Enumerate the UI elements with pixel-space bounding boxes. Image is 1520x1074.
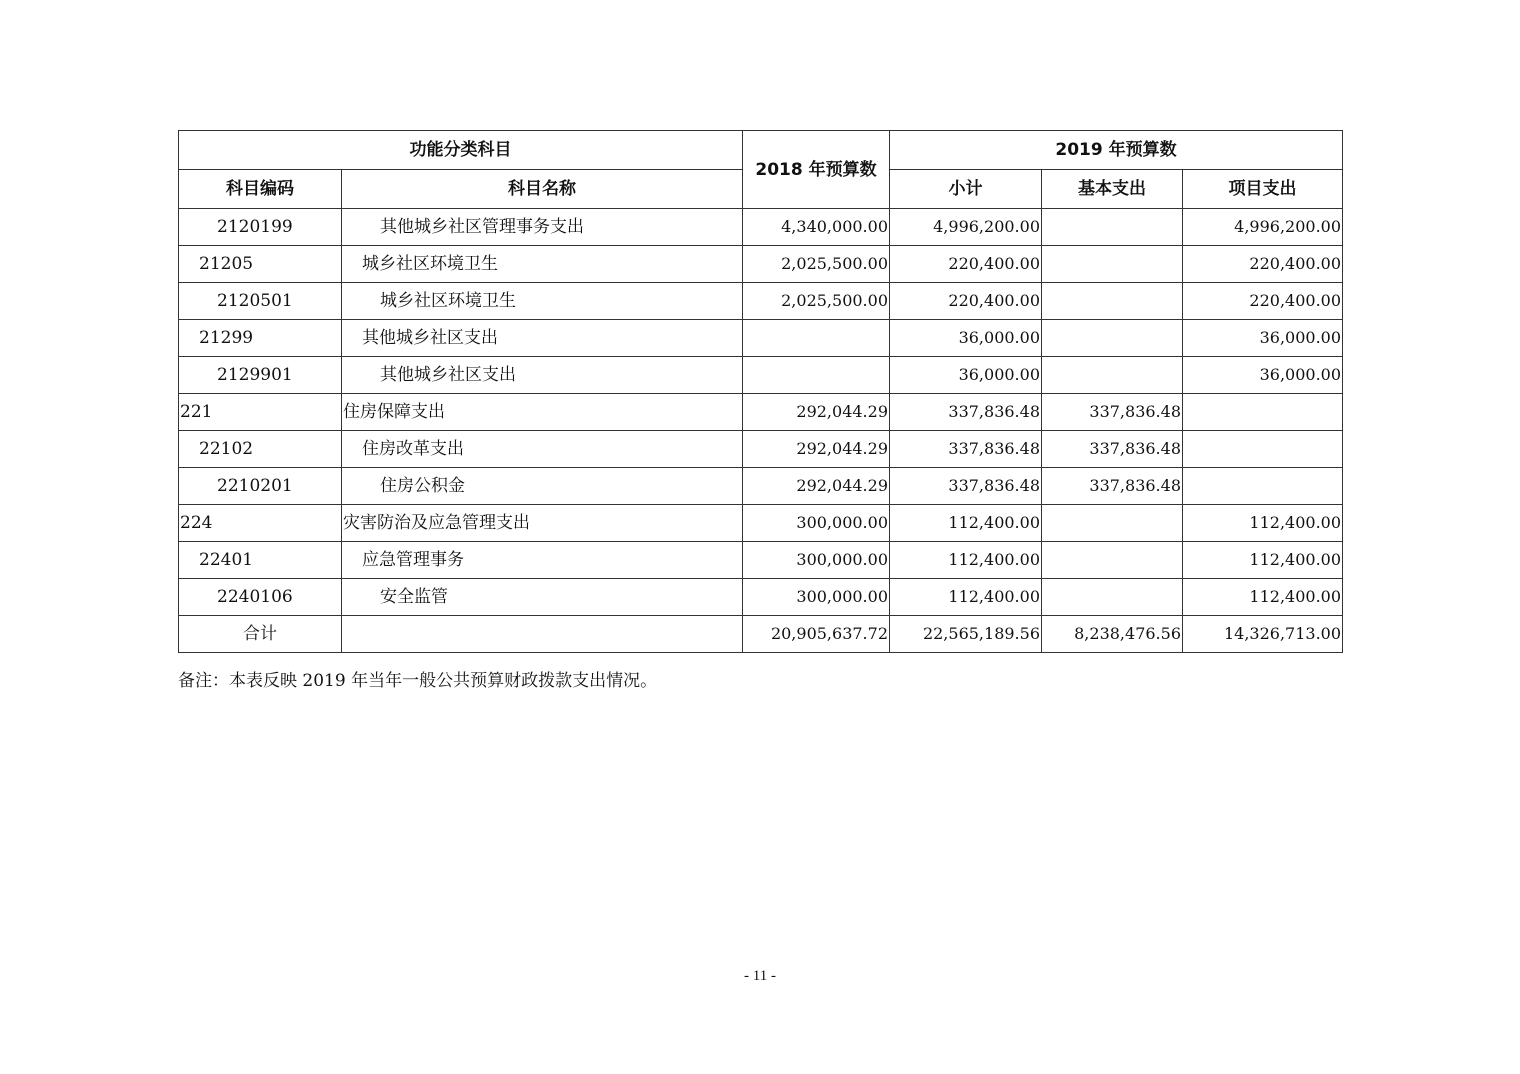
cell-basic <box>1042 209 1183 246</box>
cell-name: 城乡社区环境卫生 <box>342 246 743 283</box>
cell-name: 安全监管 <box>342 579 743 616</box>
cell-subtotal: 112,400.00 <box>890 542 1042 579</box>
cell-subtotal: 337,836.48 <box>890 468 1042 505</box>
table-row <box>179 505 1343 542</box>
total-name <box>342 616 743 653</box>
cell-project: 112,400.00 <box>1183 542 1343 579</box>
header-row-top <box>179 131 1343 170</box>
cell-basic <box>1042 542 1183 579</box>
cell-budget-2018: 4,340,000.00 <box>743 209 890 246</box>
table-row <box>179 468 1343 505</box>
header-functional-category: 功能分类科目 <box>179 131 743 170</box>
total-label: 合计 <box>179 616 342 653</box>
total-row <box>179 616 1343 653</box>
cell-project <box>1183 394 1343 431</box>
table-row <box>179 579 1343 616</box>
cell-budget-2018 <box>743 320 890 357</box>
cell-name: 住房公积金 <box>342 468 743 505</box>
table-body <box>179 209 1343 616</box>
cell-code: 2210201 <box>179 468 342 505</box>
cell-budget-2018: 2,025,500.00 <box>743 283 890 320</box>
header-budget-2019: 2019 年预算数 <box>890 131 1343 170</box>
cell-subtotal: 220,400.00 <box>890 283 1042 320</box>
cell-subtotal: 337,836.48 <box>890 394 1042 431</box>
total-basic: 8,238,476.56 <box>1042 616 1183 653</box>
cell-subtotal: 112,400.00 <box>890 579 1042 616</box>
cell-code: 2129901 <box>179 357 342 394</box>
cell-subtotal: 36,000.00 <box>890 357 1042 394</box>
cell-budget-2018: 292,044.29 <box>743 468 890 505</box>
total-project: 14,326,713.00 <box>1183 616 1343 653</box>
cell-subtotal: 36,000.00 <box>890 320 1042 357</box>
cell-project <box>1183 431 1343 468</box>
header-code: 科目编码 <box>179 170 342 209</box>
cell-project: 36,000.00 <box>1183 357 1343 394</box>
cell-budget-2018: 2,025,500.00 <box>743 246 890 283</box>
table-header <box>179 131 1343 209</box>
page-number: - 11 - <box>744 968 776 984</box>
cell-subtotal: 220,400.00 <box>890 246 1042 283</box>
cell-name: 应急管理事务 <box>342 542 743 579</box>
cell-budget-2018: 300,000.00 <box>743 542 890 579</box>
cell-budget-2018 <box>743 357 890 394</box>
header-project: 项目支出 <box>1183 170 1343 209</box>
cell-basic <box>1042 579 1183 616</box>
table-row <box>179 246 1343 283</box>
cell-subtotal: 4,996,200.00 <box>890 209 1042 246</box>
cell-code: 2120199 <box>179 209 342 246</box>
cell-code: 21205 <box>179 246 342 283</box>
cell-budget-2018: 292,044.29 <box>743 431 890 468</box>
cell-code: 22401 <box>179 542 342 579</box>
cell-name: 灾害防治及应急管理支出 <box>342 505 743 542</box>
table-row <box>179 283 1343 320</box>
cell-code: 224 <box>179 505 342 542</box>
cell-basic: 337,836.48 <box>1042 468 1183 505</box>
header-subtotal: 小计 <box>890 170 1042 209</box>
table-footer <box>179 616 1343 653</box>
cell-project: 36,000.00 <box>1183 320 1343 357</box>
cell-name: 其他城乡社区管理事务支出 <box>342 209 743 246</box>
total-subtotal: 22,565,189.56 <box>890 616 1042 653</box>
header-name: 科目名称 <box>342 170 743 209</box>
table-row <box>179 542 1343 579</box>
cell-project: 220,400.00 <box>1183 246 1343 283</box>
total-budget-2018: 20,905,637.72 <box>743 616 890 653</box>
cell-name: 其他城乡社区支出 <box>342 357 743 394</box>
cell-basic: 337,836.48 <box>1042 431 1183 468</box>
header-budget-2018: 2018 年预算数 <box>743 131 890 209</box>
cell-code: 2240106 <box>179 579 342 616</box>
cell-basic <box>1042 357 1183 394</box>
budget-table <box>178 130 1343 653</box>
cell-project: 4,996,200.00 <box>1183 209 1343 246</box>
cell-code: 221 <box>179 394 342 431</box>
cell-budget-2018: 292,044.29 <box>743 394 890 431</box>
cell-budget-2018: 300,000.00 <box>743 505 890 542</box>
cell-budget-2018: 300,000.00 <box>743 579 890 616</box>
cell-basic <box>1042 320 1183 357</box>
cell-name: 住房保障支出 <box>342 394 743 431</box>
table-note: 备注：本表反映 2019 年当年一般公共预算财政拨款支出情况。 <box>178 671 658 691</box>
table-row <box>179 431 1343 468</box>
cell-project: 112,400.00 <box>1183 505 1343 542</box>
cell-project: 112,400.00 <box>1183 579 1343 616</box>
header-basic: 基本支出 <box>1042 170 1183 209</box>
cell-name: 城乡社区环境卫生 <box>342 283 743 320</box>
cell-basic <box>1042 283 1183 320</box>
cell-basic: 337,836.48 <box>1042 394 1183 431</box>
cell-project <box>1183 468 1343 505</box>
cell-code: 22102 <box>179 431 342 468</box>
cell-name: 住房改革支出 <box>342 431 743 468</box>
table-row <box>179 394 1343 431</box>
cell-code: 2120501 <box>179 283 342 320</box>
table-row <box>179 357 1343 394</box>
cell-code: 21299 <box>179 320 342 357</box>
cell-subtotal: 337,836.48 <box>890 431 1042 468</box>
table-row <box>179 209 1343 246</box>
table-row <box>179 320 1343 357</box>
cell-project: 220,400.00 <box>1183 283 1343 320</box>
cell-basic <box>1042 246 1183 283</box>
cell-subtotal: 112,400.00 <box>890 505 1042 542</box>
cell-name: 其他城乡社区支出 <box>342 320 743 357</box>
cell-basic <box>1042 505 1183 542</box>
